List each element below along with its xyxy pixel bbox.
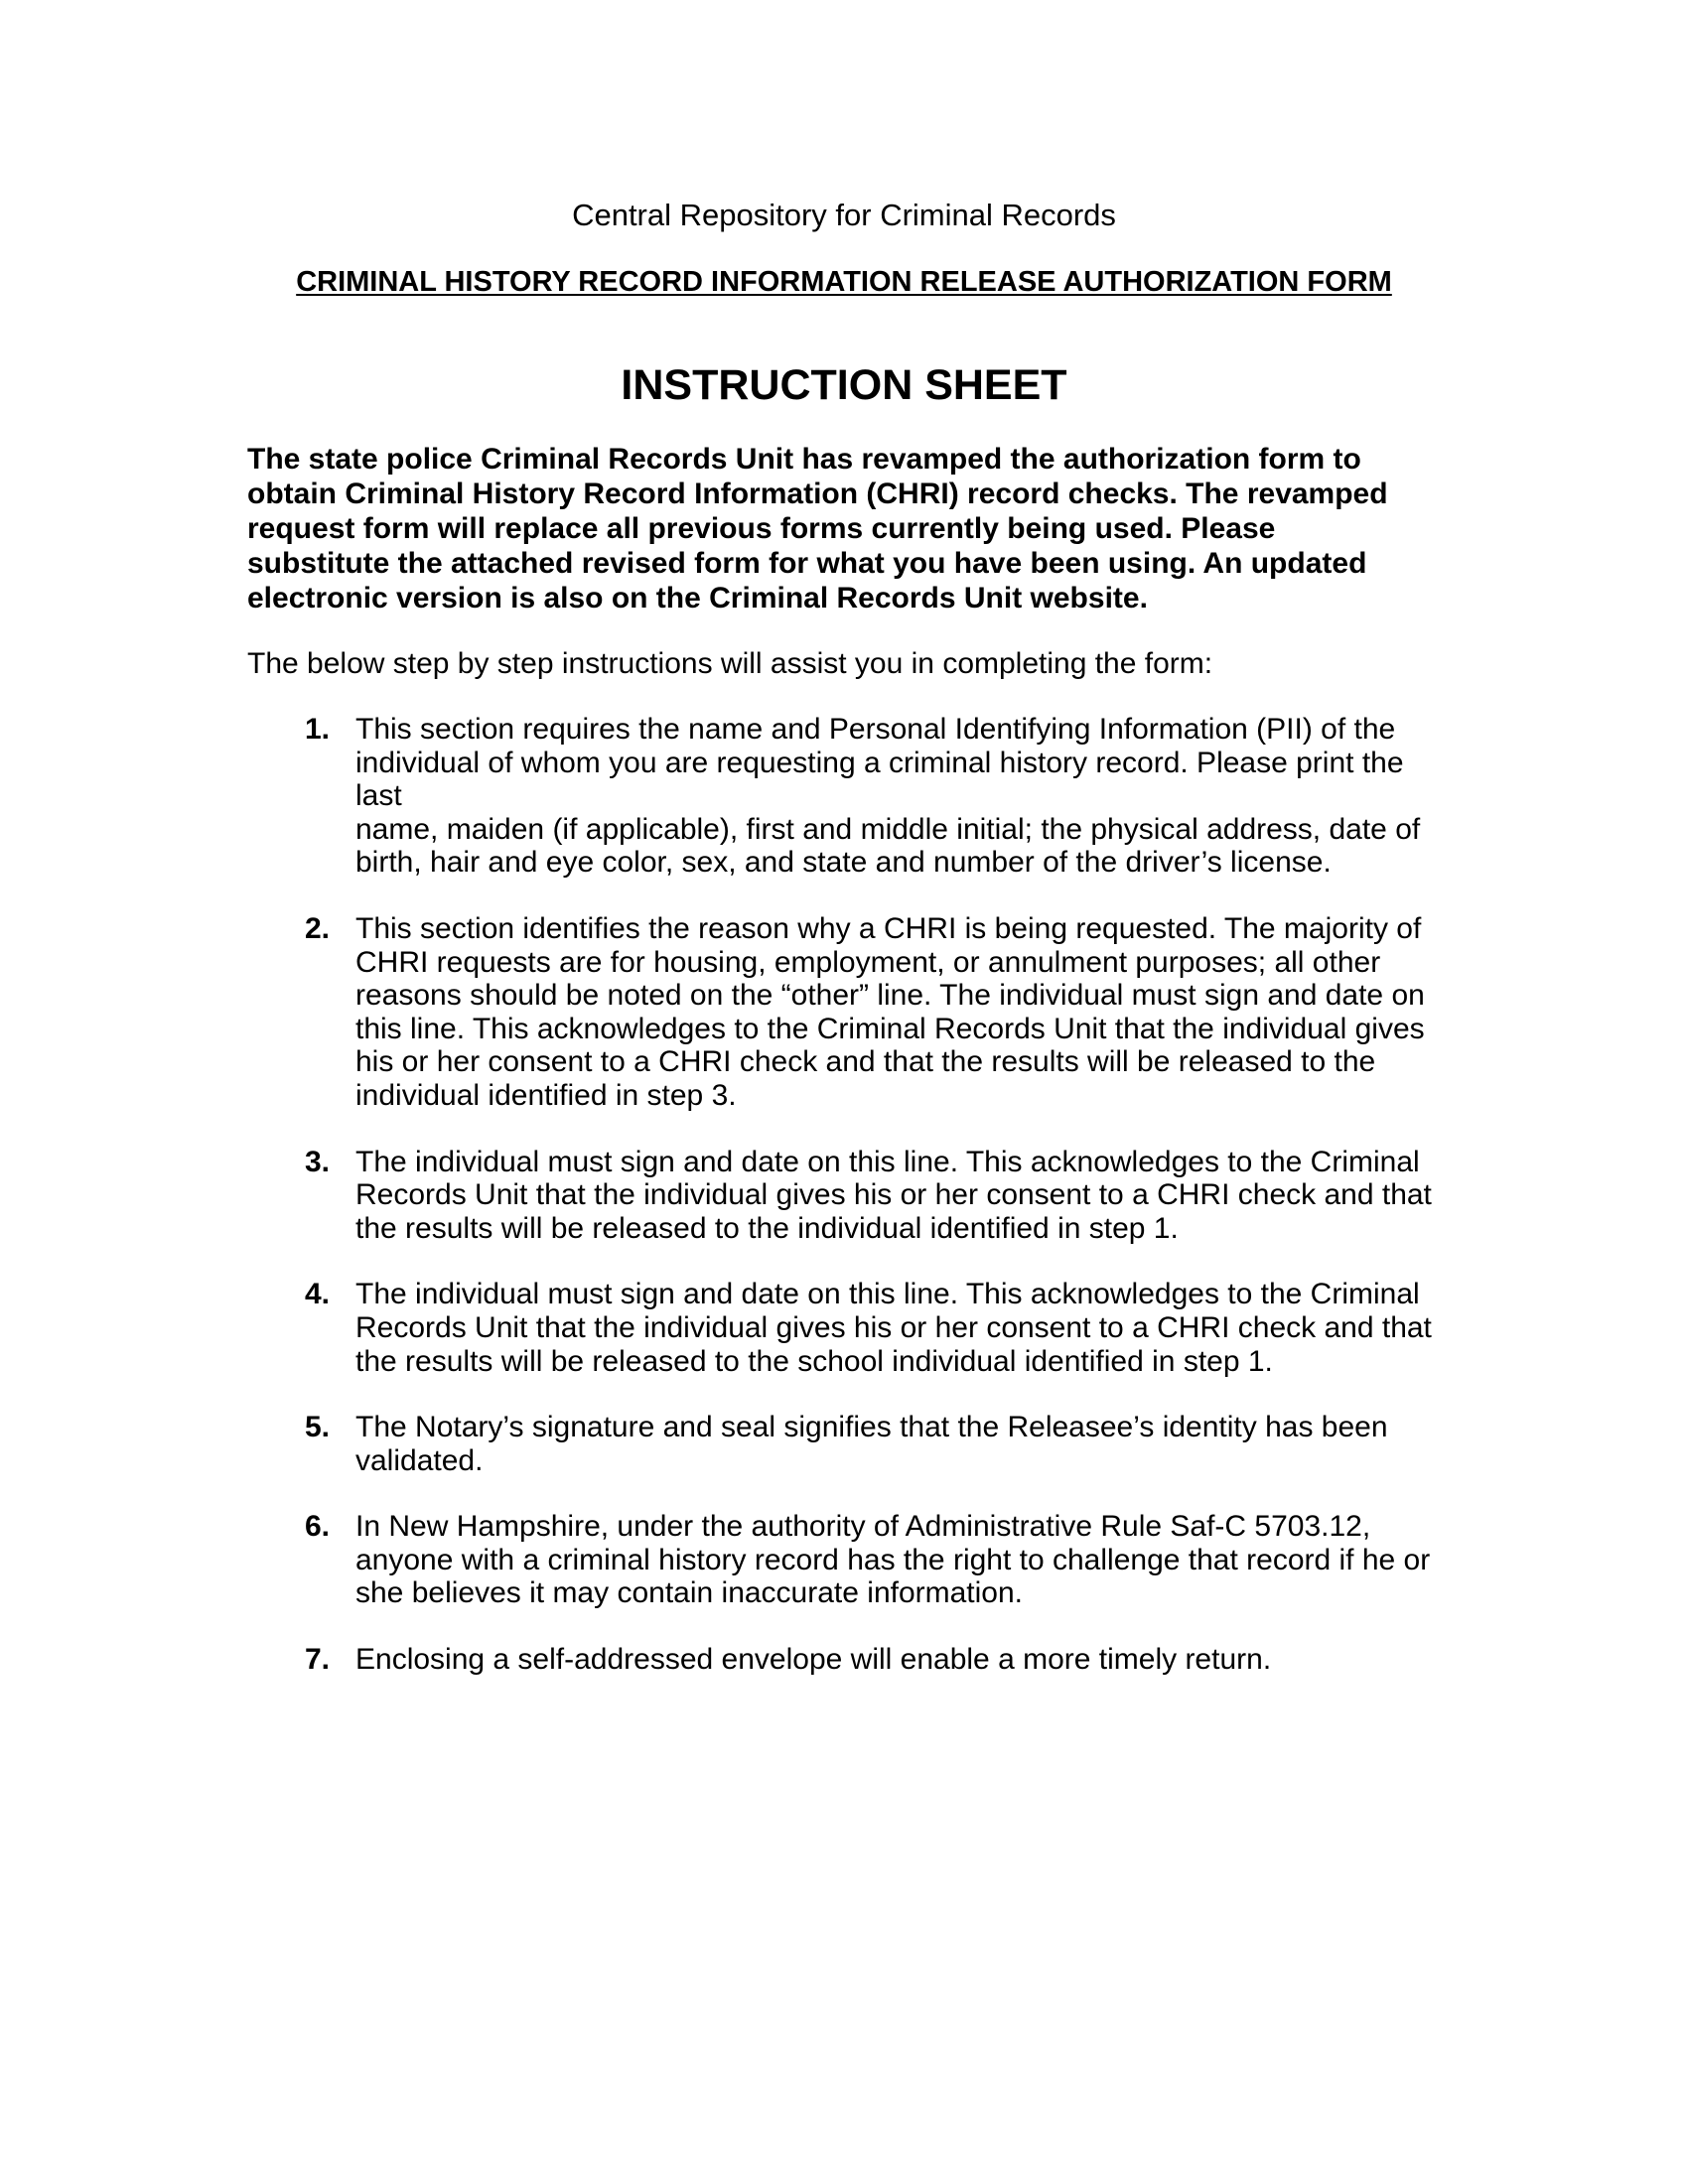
step-line: validated. <box>355 1443 484 1477</box>
intro-line: obtain Criminal History Record Information (CHRI) record checks. The revamped <box>247 478 1388 510</box>
step-number: 2. <box>305 911 331 945</box>
page-title: INSTRUCTION SHEET <box>621 361 1067 409</box>
step-line: This section identifies the reason why a CHRI is being requested. The majority of <box>355 911 1422 945</box>
step-line: the results will be released to the school individual identified in step 1. <box>355 1344 1273 1378</box>
step-line: The individual must sign and date on this line. This acknowledges to the Criminal <box>355 1278 1420 1311</box>
repository-name: Central Repository for Criminal Records <box>572 198 1116 232</box>
step-line: Records Unit that the individual gives his or her consent to a CHRI check and that <box>355 1178 1432 1212</box>
step-line: she believes it may contain inaccurate information. <box>355 1576 1024 1610</box>
intro-line: electronic version is also on the Criminal Records Unit website. <box>247 582 1148 614</box>
step-number: 3. <box>305 1145 331 1178</box>
intro-paragraph <box>247 442 1439 615</box>
step-line: birth, hair and eye color, sex, and state and number of the driver’s license. <box>355 846 1332 880</box>
instruction-step-3 <box>247 1146 1439 1246</box>
form-title: CRIMINAL HISTORY RECORD INFORMATION RELEASE AUTHORIZATION FORM <box>296 266 1392 298</box>
step-line: The individual must sign and date on this line. This acknowledges to the Criminal <box>355 1145 1420 1178</box>
step-line: CHRI requests are for housing, employment, or annulment purposes; all other <box>355 945 1381 979</box>
step-line: The Notary’s signature and seal signifies that the Releasee’s identity has been <box>355 1411 1388 1444</box>
step-number: 7. <box>305 1643 331 1677</box>
instruction-step-4 <box>247 1278 1439 1378</box>
step-number: 5. <box>305 1411 331 1444</box>
instruction-steps <box>247 713 1439 1709</box>
step-line: his or her consent to a CHRI check and that the results will be released to the <box>355 1045 1376 1079</box>
intro-line: substitute the attached revised form for what you have been using. An updated <box>247 547 1367 580</box>
step-line: individual identified in step 3. <box>355 1078 737 1112</box>
instruction-step-7 <box>247 1643 1439 1677</box>
instructions-lead: The below step by step instructions will assist you in completing the form: <box>247 647 1213 680</box>
step-line: the results will be released to the individual identified in step 1. <box>355 1211 1179 1245</box>
step-line: anyone with a criminal history record has the right to challenge that record if he or <box>355 1543 1431 1576</box>
step-line: name, maiden (if applicable), first and middle initial; the physical address, date of <box>355 812 1421 846</box>
step-line: Records Unit that the individual gives his or her consent to a CHRI check and that <box>355 1310 1432 1344</box>
instruction-step-2 <box>247 912 1439 1113</box>
step-number: 1. <box>305 713 331 746</box>
step-line: reasons should be noted on the “other” line. The individual must sign and date on <box>355 979 1425 1013</box>
step-line: This section requires the name and Personal Identifying Information (PII) of the <box>355 713 1396 746</box>
step-number: 6. <box>305 1510 331 1544</box>
intro-line: request form will replace all previous forms currently being used. Please <box>247 512 1276 545</box>
step-line: individual of whom you are requesting a criminal history record. Please print the last <box>355 746 1404 813</box>
instruction-step-5 <box>247 1411 1439 1477</box>
step-line: this line. This acknowledges to the Criminal Records Unit that the individual gives <box>355 1012 1425 1045</box>
instruction-step-1 <box>247 713 1439 880</box>
step-number: 4. <box>305 1278 331 1311</box>
step-line: In New Hampshire, under the authority of Administrative Rule Saf-C 5703.12, <box>355 1510 1371 1544</box>
step-line: Enclosing a self-addressed envelope will enable a more timely return. <box>355 1643 1272 1677</box>
instruction-step-6 <box>247 1510 1439 1610</box>
intro-line: The state police Criminal Records Unit has revamped the authorization form to <box>247 443 1361 476</box>
